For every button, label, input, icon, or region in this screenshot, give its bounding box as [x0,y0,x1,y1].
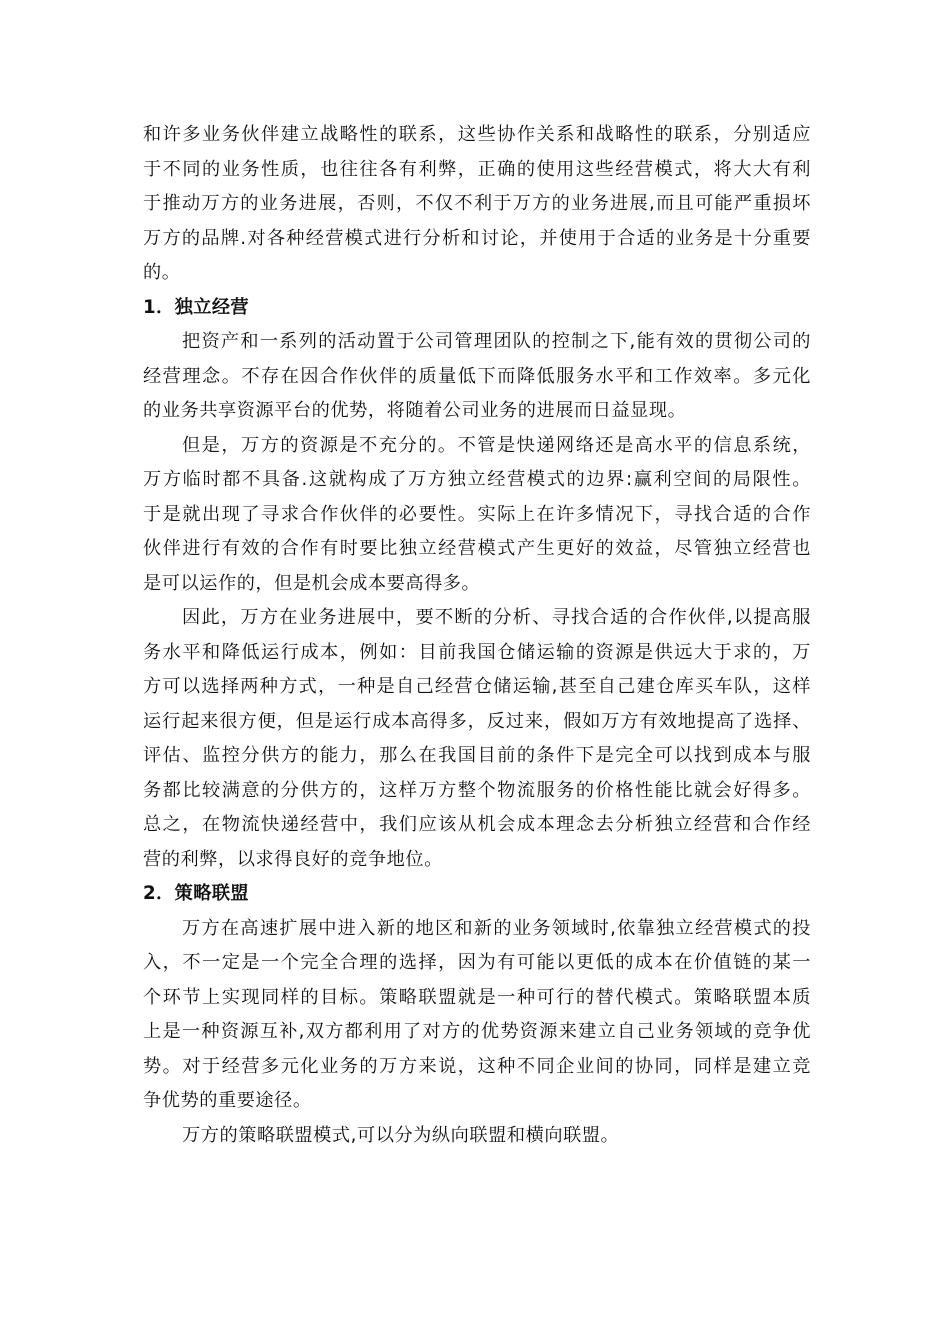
section-heading-independent-operation: 1．独立经营 [143,296,249,318]
text-line: 个环节上实现同样的目标。策略联盟就是一种可行的替代模式。策略联盟本质 [143,986,811,1008]
document-body [143,118,811,1153]
text-line: 因此，万方在业务进展中，要不断的分析、寻找合适的合作伙伴,以提高服 [182,607,811,628]
text-line: 和许多业务伙伴建立战略性的联系，这些协作关系和战略性的联系，分别适应 [143,124,811,145]
section-heading-strategic-alliance: 2．策略联盟 [143,883,249,904]
text-line: 伙伴进行有效的合作有时要比独立经营模式产生更好的效益，尽管独立经营也 [143,538,811,559]
section2-paragraph-1 [143,912,811,1119]
text-line: 运行起来很方便，但是运行成本高得多，反过来，假如万方有效地提高了选择、 [143,710,811,732]
text-line: 于不同的业务性质，也往往各有利弊，正确的使用这些经营模式，将大大有利 [143,158,811,180]
text-line: 经营理念。不存在因合作伙伴的质量低下而降低服务水平和工作效率。多元化 [143,365,811,387]
intro-paragraph [143,118,811,291]
text-line: 势。对于经营多元化业务的万方来说，这种不同企业间的协同，同样是建立竞 [143,1055,811,1077]
text-line: 万方临时都不具备.这就构成了万方独立经营模式的边界:赢利空间的局限性。 [143,469,811,490]
text-line: 万方的策略联盟模式,可以分为纵向联盟和横向联盟。 [182,1124,620,1146]
text-line: 于推动万方的业务进展，否则，不仅不利于万方的业务进展,而且可能严重损坏 [143,193,811,214]
text-line: 是可以运作的，但是机会成本要高得多。 [143,572,481,594]
text-line: 入，不一定是一个完全合理的选择，因为有可能以更低的成本在价值链的某一 [143,952,811,973]
text-line: 总之，在物流快递经营中，我们应该从机会成本理念去分析独立经营和合作经 [143,814,811,835]
text-line: 评估、监控分供方的能力，那么在我国目前的条件下是完全可以找到成本与服 [143,745,811,766]
text-line: 万方在高速扩展中进入新的地区和新的业务领域时,依靠独立经营模式的投 [182,917,811,939]
text-line: 把资产和一系列的活动置于公司管理团队的控制之下,能有效的贯彻公司的 [182,331,811,352]
section1-paragraph-3 [143,601,811,877]
text-line: 上是一种资源互补,双方都利用了对方的优势资源来建立自己业务领域的竞争优 [143,1021,811,1042]
text-line: 万方的品牌.对各种经营模式进行分析和讨论，并使用于合适的业务是十分重要 [143,227,811,249]
section1-paragraph-1 [143,325,811,429]
text-line: 的业务共享资源平台的优势，将随着公司业务的进展而日益显现。 [143,400,687,421]
text-line: 营的利弊，以求得良好的竞争地位。 [143,848,443,870]
section2-paragraph-2 [143,1119,811,1154]
text-line: 但是，万方的资源是不充分的。不管是快递网络还是高水平的信息系统， [182,434,811,456]
text-line: 的。 [143,262,181,283]
text-line: 于是就出现了寻求合作伙伴的必要性。实际上在许多情况下，寻找合适的合作 [143,503,811,525]
section1-paragraph-2 [143,429,811,602]
text-line: 务都比较满意的分供方的，这样万方整个物流服务的价格性能比就会好得多。 [143,779,811,801]
text-line: 方可以选择两种方式，一种是自己经营仓储运输,甚至自己建仓库买车队，这样 [143,676,811,697]
text-line: 务水平和降低运行成本，例如：目前我国仓储运输的资源是供远大于求的，万 [143,641,811,663]
text-line: 争优势的重要途径。 [143,1090,312,1111]
